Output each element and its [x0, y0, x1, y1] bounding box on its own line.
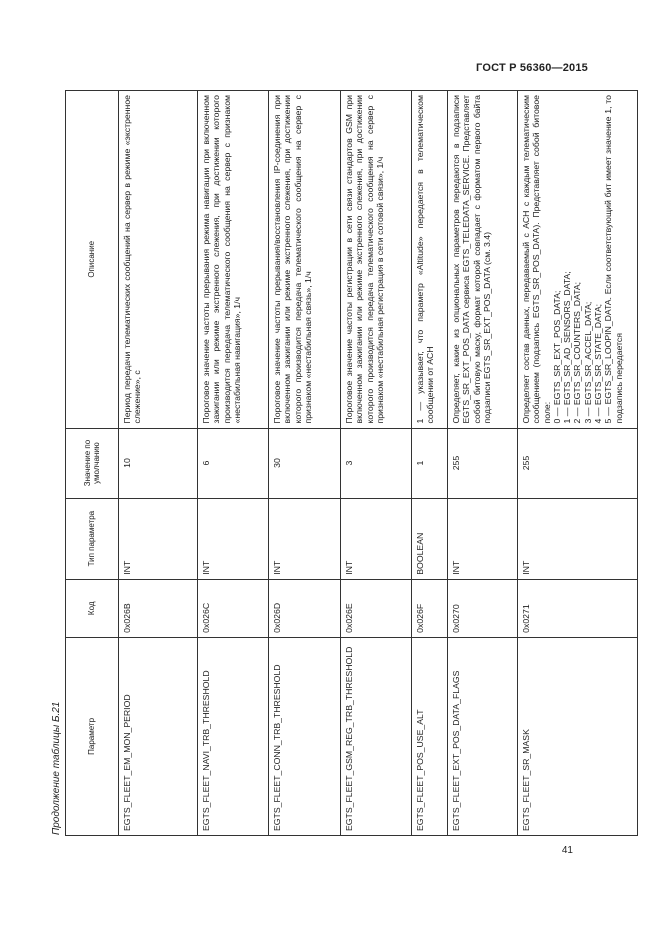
param-description-cell: Период передачи телематических сообщений на сервер в режиме «экстренное слежение», с: [119, 91, 198, 429]
table-row: [269, 91, 341, 836]
param-name-cell: EGTS_FLEET_EM_MON_PERIOD: [119, 637, 198, 835]
param-code-cell: 0x026F: [412, 579, 448, 637]
param-description-cell: Пороговое значение частоты регистрации в сети связи стандартов GSM при включенном зажигании или режиме экстренного слежения, при достижении которого производится передача телематического сообщения на сервер с признаком «нестабильная регистрация в сети сотовой связи», 1/ч: [341, 91, 412, 429]
column-header-code: Код: [66, 579, 119, 637]
column-header-type: Тип параметра: [66, 498, 119, 579]
param-code-cell: 0x026B: [119, 579, 198, 637]
param-type-cell: INT: [198, 498, 269, 579]
param-code-cell: 0x026D: [269, 579, 341, 637]
param-type-cell: INT: [448, 498, 518, 579]
param-default-cell: 1: [412, 428, 448, 498]
table-row: [198, 91, 269, 836]
param-code-cell: 0x0270: [448, 579, 518, 637]
param-code-cell: 0x026C: [198, 579, 269, 637]
bit-item: 0 — EGTS_SR_EXT_POS_DATA;: [551, 290, 562, 424]
bit-item: 3 — EGTS_SR_ACCEL_DATA;: [582, 301, 593, 424]
bit-item: 5 — EGTS_SR_LOOPIN_DATA. Если соответствующий бит имеет значение 1, то подзапись передается: [603, 95, 624, 424]
param-name-cell: EGTS_FLEET_POS_USE_ALT: [412, 637, 448, 835]
param-description-cell: [518, 91, 638, 429]
param-type-cell: INT: [119, 498, 198, 579]
parameters-table: [65, 90, 638, 836]
bit-item: 1 — EGTS_SR_AD_SENSORS_DATA;: [562, 271, 573, 424]
column-header-description: Описание: [66, 91, 119, 429]
document-standard-code: ГОСТ Р 56360—2015: [476, 62, 588, 74]
param-default-cell: 255: [448, 428, 518, 498]
param-code-cell: 0x0271: [518, 579, 638, 637]
bit-item: 4 — EGTS_SR_STATE_DATA;: [593, 303, 604, 424]
param-name-cell: EGTS_FLEET_SR_MASK: [518, 637, 638, 835]
param-default-cell: 6: [198, 428, 269, 498]
param-description-cell: Пороговое значение частоты прерывания/восстановления IP-соединения при включенном зажигании или режиме экстренного слежения, при достижении которого производится передача телематического сообщения на сервер с признаком «нестабильная связь», 1/ч: [269, 91, 341, 429]
bit-item: 2 — EGTS_SR_COUNTERS_DATA;: [572, 281, 583, 424]
table-row: [412, 91, 448, 836]
param-type-cell: INT: [518, 498, 638, 579]
table-row: [448, 91, 518, 836]
param-description-cell: Определяет, какие из опциональных параметров передаются в подзаписи EGTS_SR_EXT_POS_DATA сервиса EGTS_TELEDATA_SERVICE. Представляет собой битовую маску, формат которой совпадает с форматом первого байта подзаписи EGTS_SR_EXT_POS_DATA (см. 3.4): [448, 91, 518, 429]
param-description-cell: Пороговое значение частоты прерывания режима навигации при включенном зажигании или режиме экстренного слежения, при достижении которого производится передача телематического сообщения на сервер с признаком «нестабильная навигация», 1/ч: [198, 91, 269, 429]
param-type-cell: INT: [269, 498, 341, 579]
table-row: [341, 91, 412, 836]
param-name-cell: EGTS_FLEET_GSM_REG_TRB_THRESHOLD: [341, 637, 412, 835]
column-header-default: Значение по умолчанию: [66, 428, 119, 498]
param-default-cell: 255: [518, 428, 638, 498]
param-default-cell: 3: [341, 428, 412, 498]
table-header-row: [66, 91, 119, 836]
param-name-cell: EGTS_FLEET_NAVI_TRB_THRESHOLD: [198, 637, 269, 835]
param-type-cell: BOOLEAN: [412, 498, 448, 579]
page-number: 41: [561, 845, 573, 856]
param-name-cell: EGTS_FLEET_CONN_TRB_THRESHOLD: [269, 637, 341, 835]
param-code-cell: 0x026E: [341, 579, 412, 637]
table-caption: Продолжение таблицы Б.21: [51, 701, 62, 835]
param-type-cell: INT: [341, 498, 412, 579]
column-header-parameter: Параметр: [66, 637, 119, 835]
param-description-cell: 1 — указывает, что параметр «Altitude» передается в телематическом сообщении от АСН: [412, 91, 448, 429]
table-row: [518, 91, 638, 836]
rotated-table-block: [51, 90, 624, 836]
bitfield-intro: Определяет состав данных, передаваемый с АСН с каждым телематическим сообщением (подзапись EGTS_SR_POS_DATA). Представляет собой битовое поле:: [521, 95, 552, 424]
param-default-cell: 30: [269, 428, 341, 498]
param-name-cell: EGTS_FLEET_EXT_POS_DATA_FLAGS: [448, 637, 518, 835]
table-row: [119, 91, 198, 836]
param-default-cell: 10: [119, 428, 198, 498]
